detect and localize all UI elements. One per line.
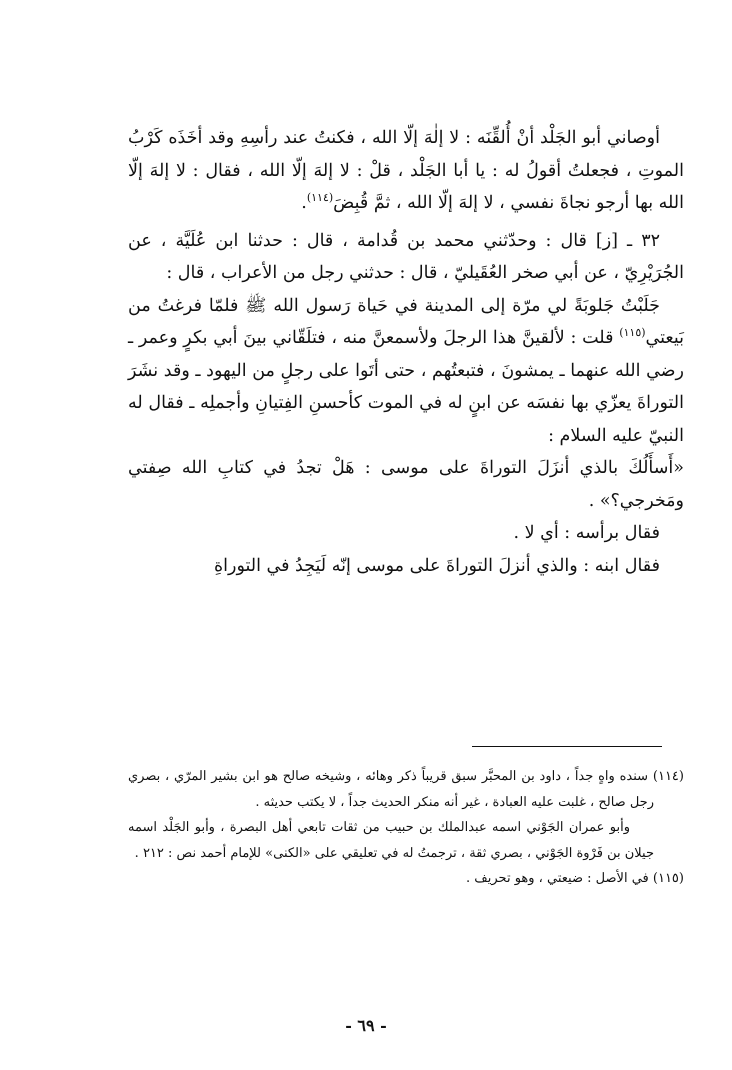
paragraph-4: «أَسأَلُكَ بالذي أنزَلَ التوراةَ على موسى : هَلْ تجدُ في كتابِ الله صِفتي ومَخرجي؟» . xyxy=(128,458,684,511)
paragraph-6: فقال ابنه : والذي أنزلَ التوراةَ على موسى إنّه لَيَجِدُ في التوراةِ xyxy=(213,555,660,576)
footnote-114 xyxy=(128,764,684,815)
paragraph-1-text: أوصاني أبو الجَلْد أنْ أُلقِّنَه : لا إلٰهَ إلّا الله ، فكنتُ عند رأسِهِ وقد أخَذَه كَرْبُ الموتِ ، فجعلتُ أقولُ له : يا أبا الجَلْد ، قلْ : لا إلهَ إلّا الله ، فقال : لا إلهَ إلّا الله بها أرجو نجاةَ نفسي ، لا إلهَ إلّا الله ، ثمَّ قُبِضَ xyxy=(128,128,684,213)
footnote-114-label: (١١٤) xyxy=(652,769,684,784)
footnote-115-label: (١١٥) xyxy=(652,871,684,887)
paragraph-1 xyxy=(128,122,684,220)
paragraph-3-start: جَلَبْتُ جَلوبَةً لي مرّة إلى المدينة في حَياة رَسول الله ﷺ فلمّا فرغتُ من بَيعتي xyxy=(128,295,684,348)
paragraph-3-end: قلت : لألقينَّ هذا الرجلَ ولأسمعنَّ منه ، فتلَقّاني بينَ أبي بكرٍ وعمر ـ رضي الله عنهما ـ يمشونَ ، فتبعتُهم ، حتى أتَوا على رجلٍ من اليهود ـ وقد نشَرَ التوراةَ يعزّي بها نفسَه عن ابنٍ له في الموت كأحسنِ الفِتيانِ وأجملِه ـ فقال له النبيّ عليه السلام : xyxy=(128,328,684,446)
footnote-114-continued: وأبو عمران الجَوْني اسمه عبدالملك بن حبيب من ثقات تابعي أهل البصرة ، وأبو الجَلْد اسمه جيلان بن فَرْوة الجَوْني ، بصري ثقة ، ترجمتُ له في تعليقي على «الكنى» للإمام أحمد نص : ٢١٢ . xyxy=(128,820,654,861)
main-text xyxy=(128,122,684,582)
paragraph-3 xyxy=(128,290,684,453)
footnote-ref-115: (١١٥) xyxy=(619,326,646,340)
footnote-ref-114: (١١٤) xyxy=(306,191,334,205)
footnote-114-text: سنده واهٍ جداً ، داود بن المحبَّر سبق قريباً ذكر وهائه ، وشيخه صالح هو ابن بشير المرّي ، بصري رجل صالح ، غلبت عليه العبادة ، غير أنه منكر الحديث جداً ، لا يكتب حديثه . xyxy=(128,769,654,810)
paragraph-2: ٣٢ ـ [ز] قال : وحدّثني محمد بن قُدامة ، قال : حدثنا ابن عُلَيَّة ، عن الجُرَيْرِيّ ، عن أبي صخر العُقَيليّ ، قال : حدثني رجل من الأعراب ، قال : xyxy=(128,230,684,283)
page-number: - ٦٩ - xyxy=(345,1016,387,1035)
footnotes xyxy=(128,764,684,892)
footnote-115 xyxy=(128,866,684,892)
footnote-separator xyxy=(472,746,662,747)
paragraph-1-end: . xyxy=(301,193,307,213)
paragraph-5: فقال برأسه : أي لا . xyxy=(513,523,660,543)
footnote-115-text: في الأصل : ضيعتي ، وهو تحريف . xyxy=(466,871,649,887)
